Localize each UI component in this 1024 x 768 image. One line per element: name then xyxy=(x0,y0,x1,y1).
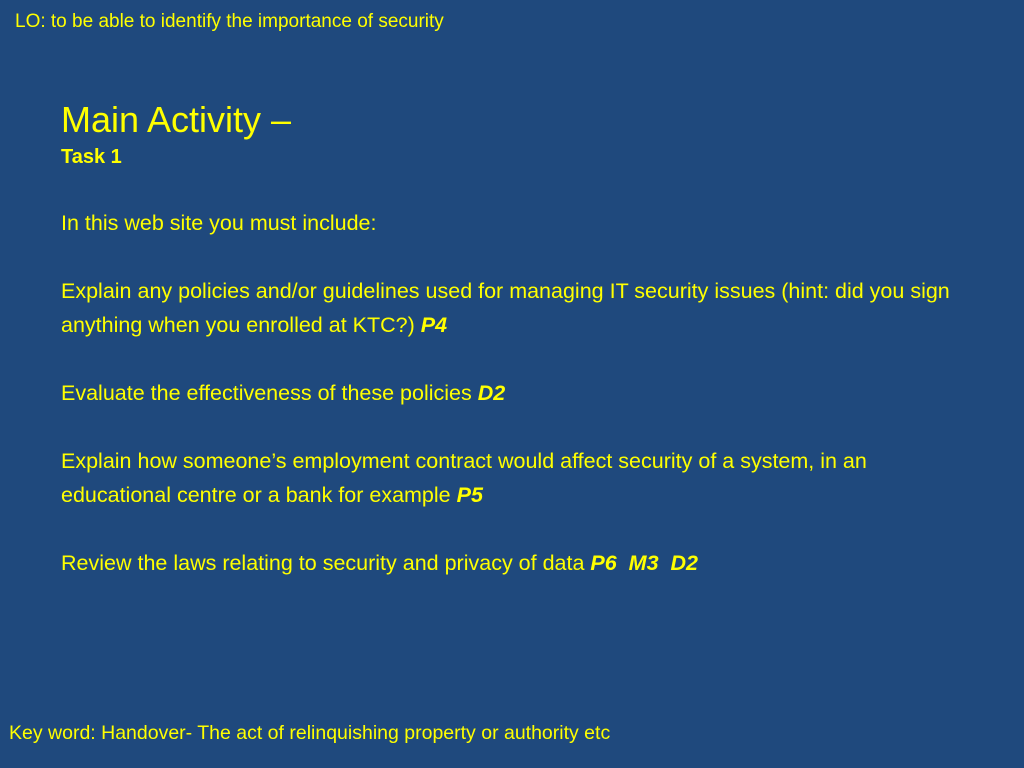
spacer xyxy=(61,512,961,546)
spacer xyxy=(61,342,961,376)
grade-label: P6 M3 D2 xyxy=(590,551,698,575)
spacer xyxy=(61,410,961,444)
grade-label: P4 xyxy=(420,313,448,337)
requirement-item xyxy=(61,444,961,512)
requirement-text: Review the laws relating to security and privacy of data xyxy=(61,551,585,575)
intro-text: In this web site you must include: xyxy=(61,211,377,235)
spacer xyxy=(61,240,961,274)
spacer xyxy=(61,172,961,206)
requirement-text: Explain any policies and/or guidelines used for managing IT security issues (hint: did you sign anything when you enrolled at KTC?) xyxy=(61,279,950,337)
task-heading: Task 1 xyxy=(61,146,122,168)
requirement-text: Evaluate the effectiveness of these policies xyxy=(61,381,472,405)
slide-title: Main Activity – xyxy=(61,99,292,140)
requirement-item xyxy=(61,376,961,410)
requirement-item xyxy=(61,274,961,342)
grade-label: D2 xyxy=(477,381,506,405)
learning-objective: LO: to be able to identify the importance of security xyxy=(15,11,444,32)
keyword-definition: Key word: Handover- The act of relinquishing property or authority etc xyxy=(9,722,611,744)
main-content xyxy=(61,98,961,580)
requirement-text: Explain how someone’s employment contract would affect security of a system, in an educational centre or a bank for example xyxy=(61,449,867,507)
requirement-item xyxy=(61,546,961,580)
grade-label: P5 xyxy=(456,483,483,507)
